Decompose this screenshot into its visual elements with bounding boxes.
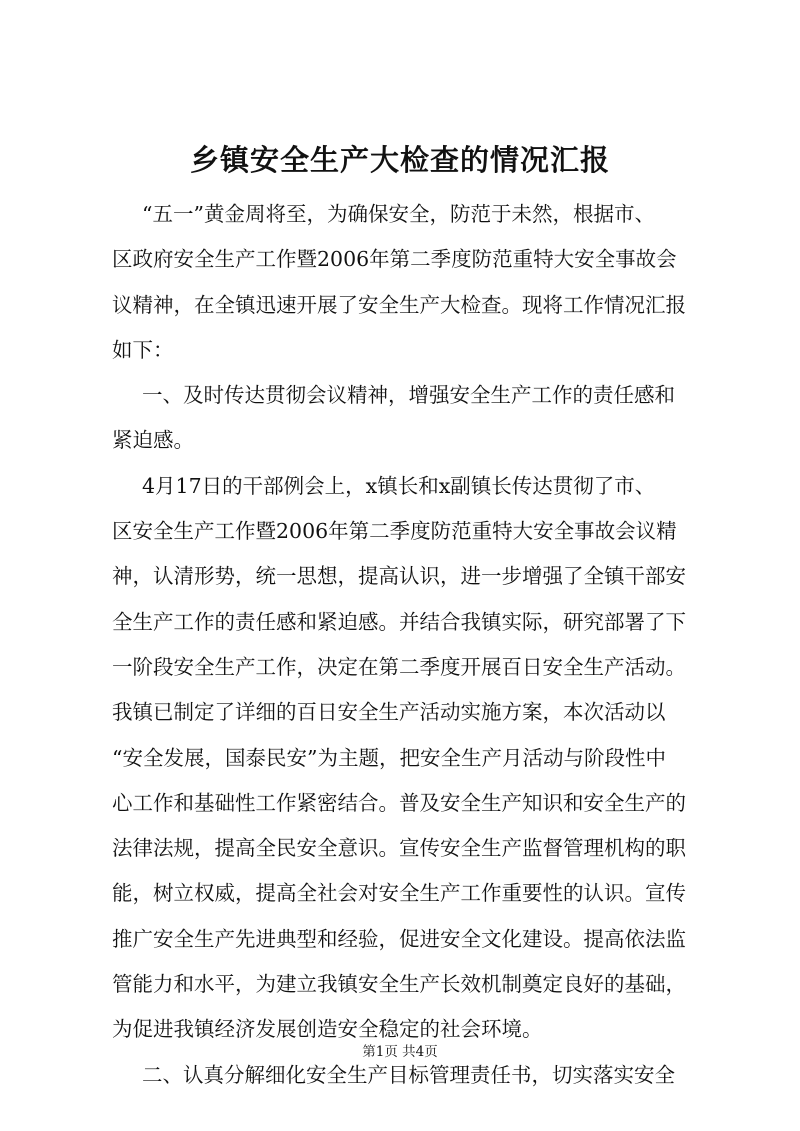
paragraph-line: 推广安全生产先进典型和经验，促进安全文化建设。提高依法监: [112, 926, 686, 951]
paragraph-line: 区安全生产工作暨2006年第二季度防范重特大安全事故会议精: [112, 519, 677, 544]
paragraph-line: 全生产工作的责任感和紧迫感。并结合我镇实际，研究部署了下: [112, 609, 686, 634]
paragraph-line: 法律法规，提高全民安全意识。宣传安全生产监督管理机构的职: [112, 836, 686, 861]
section-heading-line: 二、认真分解细化安全生产目标管理责任书，切实落实安全: [142, 1062, 675, 1087]
paragraph-line: 能，树立权威，提高全社会对安全生产工作重要性的认识。宣传: [112, 881, 686, 906]
paragraph-line: 管能力和水平，为建立我镇安全生产长效机制奠定良好的基础，: [112, 972, 686, 997]
paragraph-line: “安全发展，国泰民安”为主题，把安全生产月活动与阶段性中: [112, 745, 666, 770]
paragraph-line: 一阶段安全生产工作，决定在第二季度开展百日安全生产活动。: [112, 654, 686, 679]
document-body: [112, 192, 702, 1098]
paragraph-line: 4月17日的干部例会上，x镇长和x副镇长传达贯彻了市、: [142, 473, 656, 498]
paragraph-line: 我镇已制定了详细的百日安全生产活动实施方案，本次活动以: [112, 700, 666, 725]
document-title: 乡镇安全生产大检查的情况汇报: [189, 143, 610, 177]
paragraph-line: 如下：: [112, 337, 174, 362]
section-heading-line: 紧迫感。: [112, 428, 194, 453]
paragraph-line: “五一”黄金周将至，为确保安全，防范于未然，根据市、: [142, 202, 655, 226]
page-number-footer: 第1页 共4页: [362, 1044, 438, 1060]
paragraph-line: 议精神，在全镇迅速开展了安全生产大检查。现将工作情况汇报: [112, 292, 686, 317]
paragraph-line: 心工作和基础性工作紧密结合。普及安全生产知识和安全生产的: [112, 790, 686, 815]
section-heading-line: 一、及时传达贯彻会议精神，增强安全生产工作的责任感和: [142, 383, 675, 408]
paragraph-line: 神，认清形势，统一思想，提高认识，进一步增强了全镇干部安: [112, 564, 686, 589]
paragraph-line: 区政府安全生产工作暨2006年第二季度防范重特大安全事故会: [112, 247, 677, 272]
paragraph-line: 为促进我镇经济发展创造安全稳定的社会环境。: [112, 1017, 543, 1042]
